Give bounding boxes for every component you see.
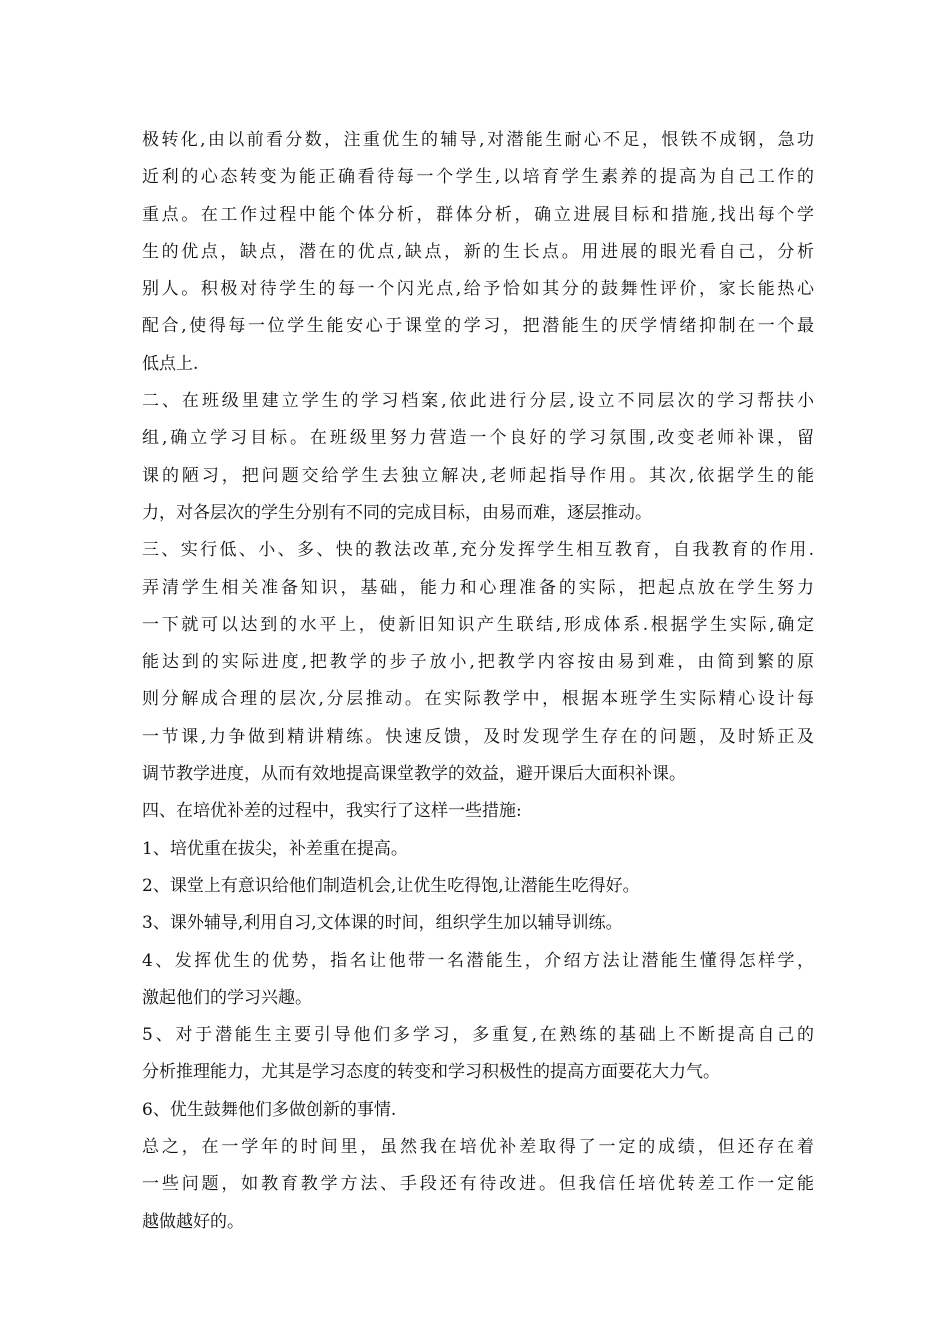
text-line: 3、课外辅导,利用自习,文体课的时间，组织学生加以辅导训练。 [142, 913, 623, 934]
document-body [142, 122, 814, 1241]
paragraph-p8 [142, 943, 814, 1018]
text-line: 极转化,由以前看分数，注重优生的辅导,对潜能生耐心不足，恨铁不成钢，急功 [142, 130, 814, 150]
text-line: 近利的心态转变为能正确看待每一个学生,以培育学生素养的提高为自己工作的 [142, 167, 814, 188]
text-line: 分析推理能力，尤其是学习态度的转变和学习积极性的提高方面要花大力气。 [142, 1062, 720, 1083]
text-line: 调节教学进度，从而有效地提高课堂教学的效益，避开课后大面积补课。 [142, 764, 686, 785]
text-line: 组,确立学习目标。在班级里努力营造一个良好的学习氛围,改变老师补课，留 [142, 428, 814, 449]
paragraph-p3 [142, 532, 814, 793]
text-line: 弄清学生相关准备知识，基础，能力和心理准备的实际，把起点放在学生努力 [142, 577, 814, 598]
text-line: 越做越好的。 [142, 1211, 244, 1232]
text-line: 总之，在一学年的时间里，虽然我在培优补差取得了一定的成绩，但还存在着 [142, 1137, 814, 1158]
text-line: 4、发挥优生的优势，指名让他带一名潜能生，介绍方法让潜能生懂得怎样学， [142, 950, 814, 971]
text-line: 四、在培优补差的过程中，我实行了这样一些措施: [142, 801, 522, 822]
text-line: 力，对各层次的学生分别有不同的完成目标，由易而难，逐层推动。 [142, 502, 652, 523]
paragraph-p1 [142, 122, 814, 383]
paragraph-p7 [142, 905, 814, 942]
text-line: 则分解成合理的层次,分层推动。在实际教学中，根据本班学生实际精心设计每 [142, 689, 814, 710]
text-line: 激起他们的学习兴趣。 [142, 987, 312, 1008]
text-line: 5、对于潜能生主要引导他们多学习，多重复,在熟练的基础上不断提高自己的 [142, 1025, 814, 1046]
text-line: 配合,使得每一位学生能安心于课堂的学习，把潜能生的厌学情绪抑制在一个最 [142, 316, 814, 337]
text-line: 2、课堂上有意识给他们制造机会,让优生吃得饱,让潜能生吃得好。 [142, 875, 640, 896]
paragraph-p4 [142, 793, 814, 830]
text-line: 能达到的实际进度,把教学的步子放小,把教学内容按由易到难，由简到繁的原 [142, 652, 814, 673]
paragraph-p10 [142, 1092, 814, 1129]
paragraph-p9 [142, 1017, 814, 1092]
text-line: 一些问题，如教育教学方法、手段还有待改进。但我信任培优转差工作一定能 [142, 1174, 814, 1195]
text-line: 二、在班级里建立学生的学习档案,依此进行分层,设立不同层次的学习帮扶小 [142, 391, 814, 412]
text-line: 生的优点，缺点，潜在的优点,缺点，新的生长点。用进展的眼光看自己，分析 [142, 241, 814, 262]
paragraph-p6 [142, 868, 814, 905]
text-line: 1、培优重在拔尖，补差重在提高。 [142, 838, 408, 859]
paragraph-p2 [142, 383, 814, 532]
text-line: 三、实行低、小、多、快的教法改革,充分发挥学生相互教育，自我教育的作用. [142, 540, 814, 561]
text-line: 别人。积极对待学生的每一个闪光点,给予恰如其分的鼓舞性评价，家长能热心 [142, 279, 814, 300]
text-line: 一节课,力争做到精讲精练。快速反馈，及时发现学生存在的问题，及时矫正及 [142, 726, 814, 747]
text-line: 6、优生鼓舞他们多做创新的事情. [142, 1099, 397, 1120]
text-line: 低点上. [142, 353, 199, 374]
text-line: 课的陋习，把问题交给学生去独立解决,老师起指导作用。其次,依据学生的能 [142, 465, 814, 486]
paragraph-p5 [142, 831, 814, 868]
paragraph-p11 [142, 1129, 814, 1241]
text-line: 一下就可以达到的水平上，使新旧知识产生联结,形成体系.根据学生实际,确定 [142, 614, 814, 635]
text-line: 重点。在工作过程中能个体分析，群体分析，确立进展目标和措施,找出每个学 [142, 204, 814, 225]
